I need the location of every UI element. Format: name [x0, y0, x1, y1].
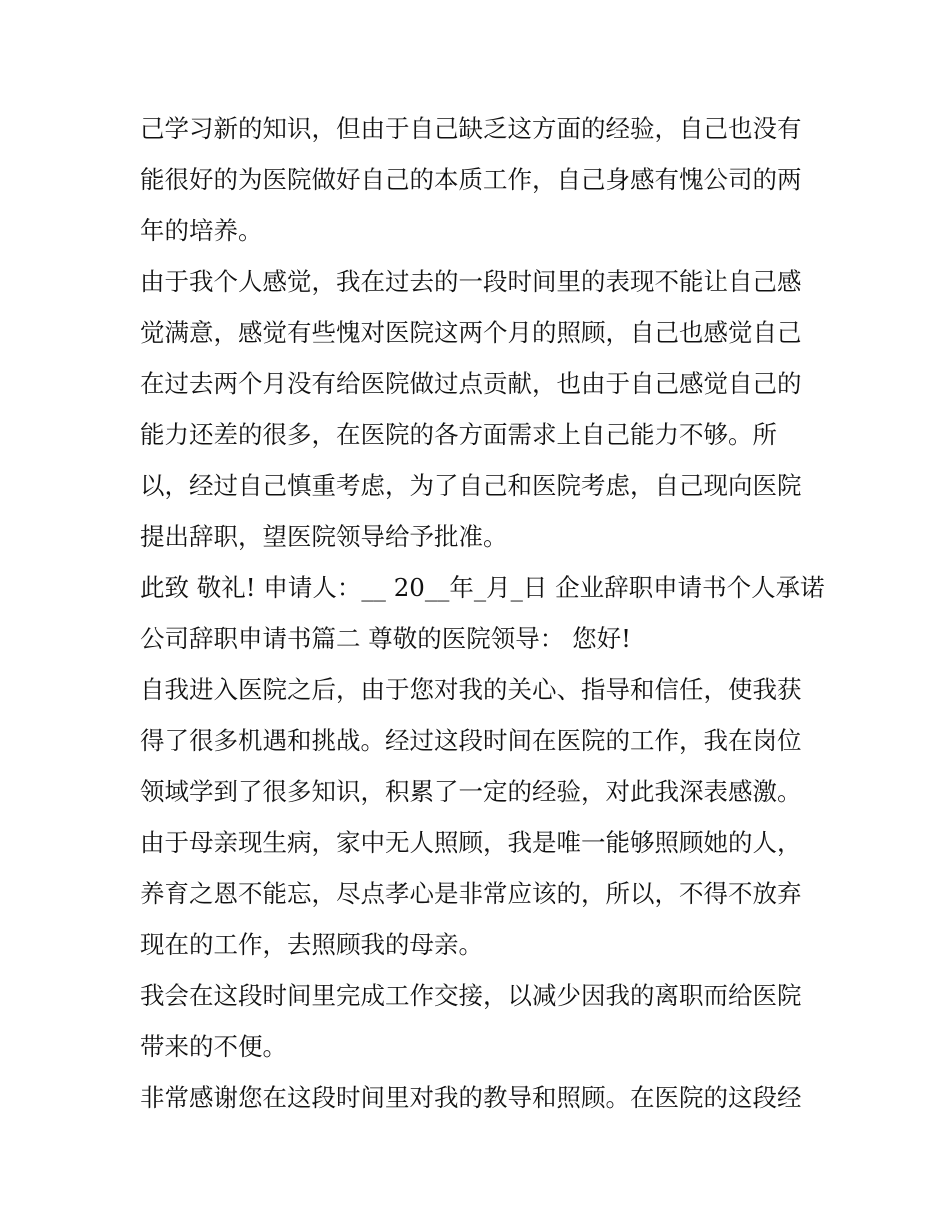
text-line: 得了很多机遇和挑战。经过这段时间在医院的工作，我在岗位	[140, 726, 802, 755]
text-line: 非常感谢您在这段时间里对我的教导和照顾。在医院的这段经	[140, 1083, 802, 1112]
text-line: 现在的工作，去照顾我的母亲。	[140, 930, 483, 959]
text-line: 提出辞职，望医院领导给予批准。	[140, 522, 508, 551]
text-line: 在过去两个月没有给医院做过点贡献，也由于自己感觉自己的	[140, 369, 802, 398]
text-line: 此致 敬礼! 申请人：__ 20__年_月_日 企业辞职申请书个人承诺	[140, 573, 825, 602]
text-line: 年的培养。	[140, 216, 263, 245]
text-line: 带来的不便。	[140, 1032, 287, 1061]
text-line: 能很好的为医院做好自己的本质工作，自己身感有愧公司的两	[140, 165, 802, 194]
text-line: 能力还差的很多，在医院的各方面需求上自己能力不够。所	[140, 420, 777, 449]
text-line: 领域学到了很多知识，积累了一定的经验，对此我深表感激。	[140, 777, 802, 806]
text-line: 公司辞职申请书篇二 尊敬的医院领导： 您好!	[140, 624, 631, 653]
text-line: 以，经过自己慎重考虑，为了自己和医院考虑，自己现向医院	[140, 471, 802, 500]
text-line: 由于我个人感觉，我在过去的一段时间里的表现不能让自己感	[140, 267, 802, 296]
text-line: 己学习新的知识，但由于自己缺乏这方面的经验，自己也没有	[140, 114, 802, 143]
text-line: 由于母亲现生病，家中无人照顾，我是唯一能够照顾她的人，	[140, 828, 802, 857]
text-line: 养育之恩不能忘，尽点孝心是非常应该的，所以，不得不放弃	[140, 879, 802, 908]
text-line: 觉满意，感觉有些愧对医院这两个月的照顾，自己也感觉自己	[140, 318, 802, 347]
text-line: 自我进入医院之后，由于您对我的关心、指导和信任，使我获	[140, 675, 802, 704]
text-line: 我会在这段时间里完成工作交接，以减少因我的离职而给医院	[140, 981, 802, 1010]
